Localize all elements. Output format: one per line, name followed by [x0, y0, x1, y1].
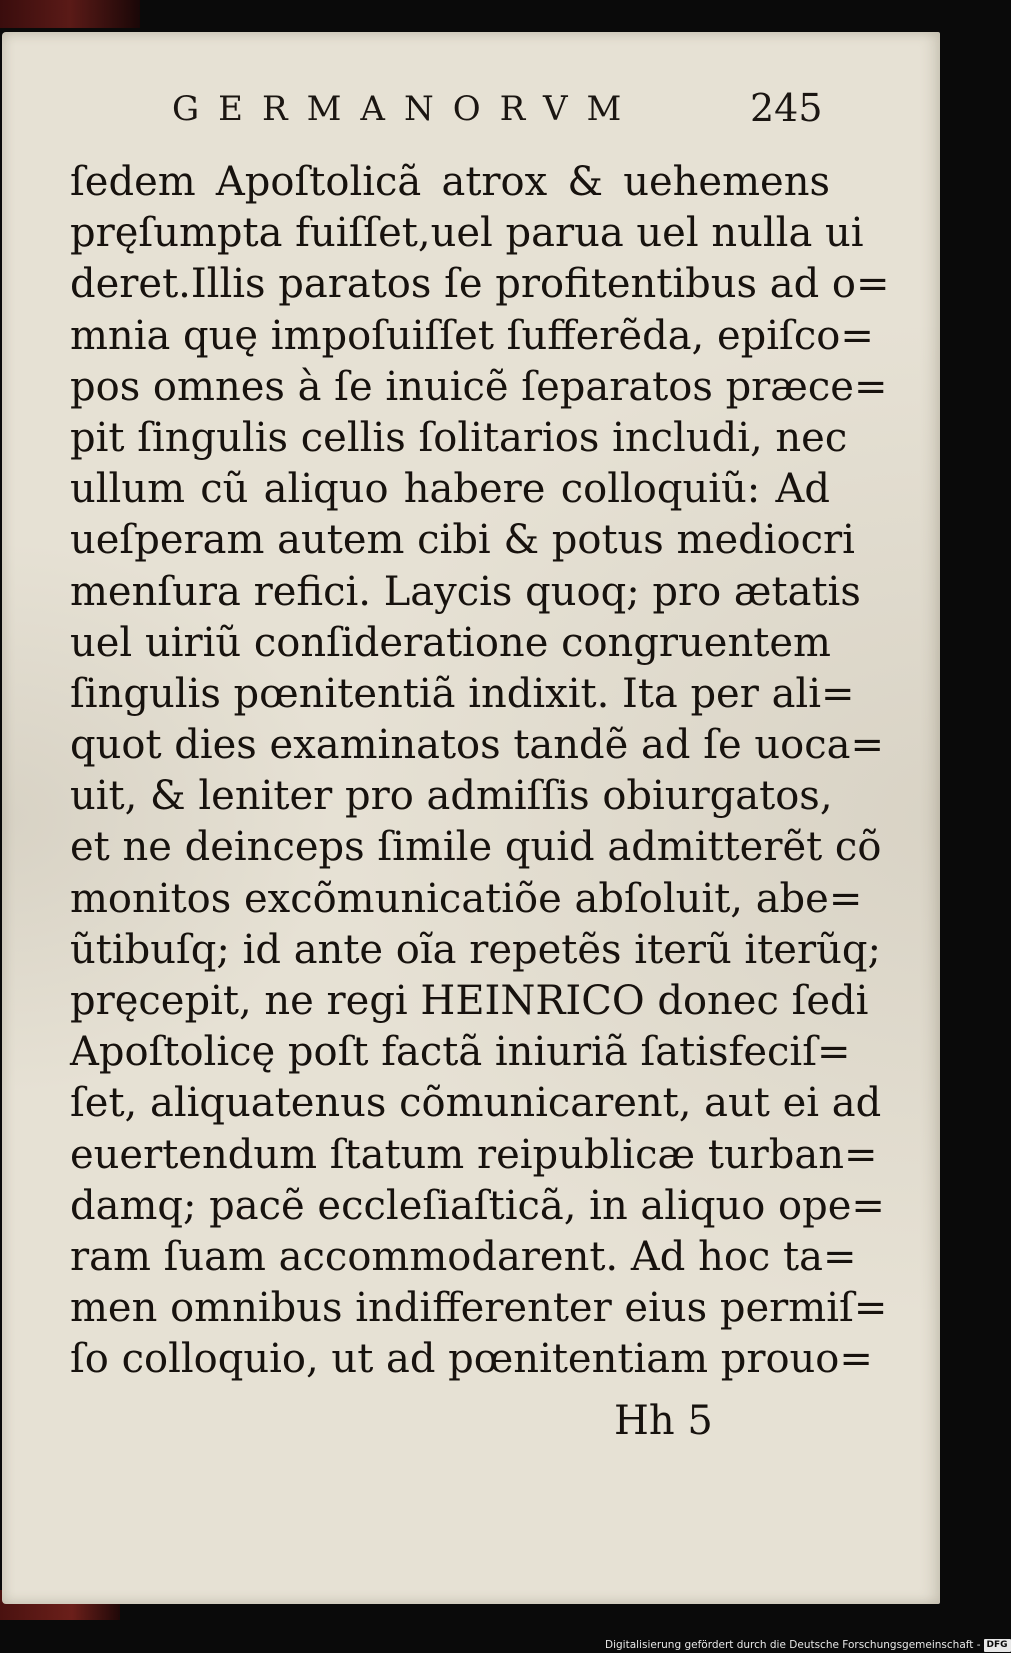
text-line: quot dies examinatos tandẽ ad ſe uoca=	[70, 722, 885, 769]
text-line: ſingulis pœnitentiã indixit. Ita per ali=	[70, 670, 855, 717]
text-line: ũtibuſq; id ante oĩa repetẽs iterũ iterũq;	[70, 926, 881, 973]
text-line: mnia quę impoſuiſſet ſufferẽda, epiſco=	[70, 312, 874, 359]
text-line: ram ſuam accommodarent. Ad hoc ta=	[70, 1233, 857, 1280]
text-line: euertendum ſtatum reipublicæ turban=	[70, 1131, 878, 1178]
text-line: ullum cũ aliquo habere colloquiũ: Ad	[70, 466, 830, 513]
text-line: uit, & leniter pro admiſſis obiurgatos,	[70, 773, 833, 820]
text-line: Apoſtolicę poſt factã iniuriã ſatisfeciſ=	[70, 1029, 851, 1076]
credit-text: Digitalisierung gefördert durch die Deutsche Forschungsgemeinschaft -	[605, 1639, 981, 1651]
text-line: uel uiriũ conſideratione congruentem	[70, 619, 831, 666]
text-line: pit ſingulis cellis ſolitarios includi, nec	[70, 414, 848, 461]
book-binding-top	[0, 0, 140, 28]
page-number: 245	[750, 86, 823, 130]
dfg-logo: DFG	[984, 1639, 1011, 1652]
text-line: ſo colloquio, ut ad pœnitentiam prouo=	[70, 1336, 873, 1383]
text-line: pręſumpta fuiſſet,uel parua uel nulla ui	[70, 210, 864, 257]
text-line: deret.Illis paratos ſe profitentibus ad o=	[70, 261, 890, 308]
running-head: GERMANORVM	[172, 89, 641, 129]
text-line: pos omnes à ſe inuicẽ ſeparatos præce=	[70, 363, 888, 410]
text-line: pręcepit, ne regi HEINRICO donec ſedi	[70, 978, 869, 1024]
text-line: ſedem Apoſtolicã atrox & uehemens	[70, 159, 830, 205]
book-page	[2, 32, 940, 1604]
text-line: menſura refici. Laycis quoq; pro ætatis	[70, 568, 861, 615]
text-line: ueſperam autem cibi & potus mediocri	[70, 517, 855, 564]
text-line: monitos excõmunicatiõe abſoluit, abe=	[70, 875, 863, 922]
text-line: ſet, aliquatenus cõmunicarent, aut ei ad	[70, 1080, 882, 1127]
signature-mark: Hh 5	[614, 1398, 713, 1444]
text-line: et ne deinceps ſimile quid admitterẽt cõ	[70, 824, 882, 871]
footer-credit	[605, 1637, 1011, 1653]
body-text	[70, 157, 890, 1386]
text-line: men omnibus indifferenter eius permiſ=	[70, 1285, 888, 1332]
text-line: damq; pacẽ eccleſiaſticã, in aliquo ope=	[70, 1182, 885, 1229]
